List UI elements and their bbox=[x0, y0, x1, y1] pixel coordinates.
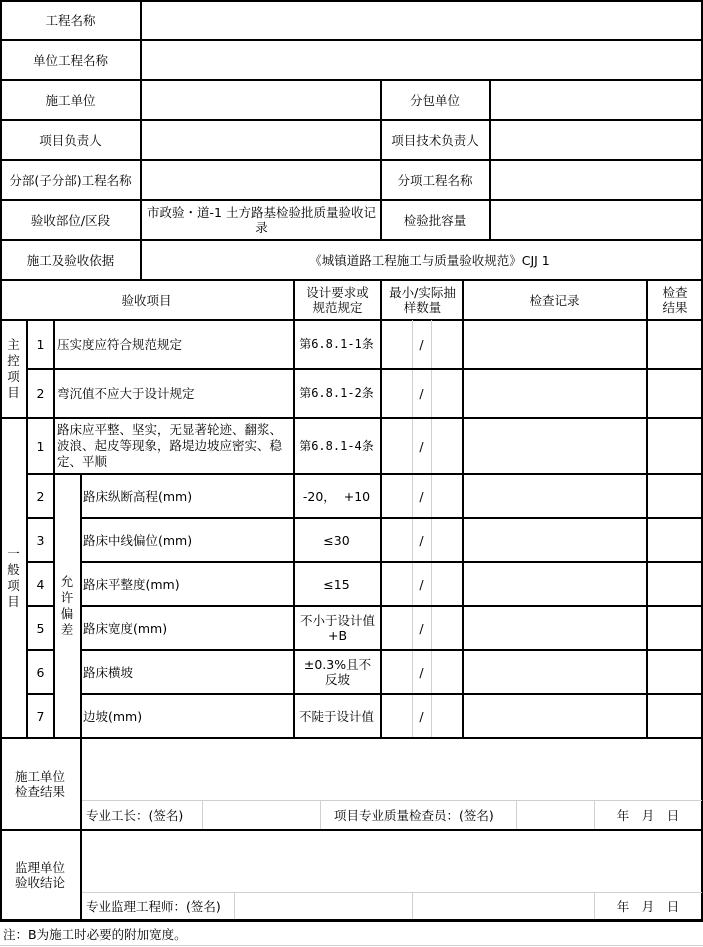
main-row-2-sample[interactable]: / bbox=[419, 386, 424, 401]
contractor-check-content[interactable] bbox=[82, 738, 702, 800]
field-batch-capacity[interactable] bbox=[490, 200, 702, 240]
field-subcontractor[interactable] bbox=[490, 80, 702, 120]
general-row-7-req: 不陡于设计值 bbox=[298, 708, 374, 724]
general-row-2-no: 2 bbox=[36, 488, 45, 504]
label-contractor: 施工单位 bbox=[45, 92, 96, 108]
general-row-2-item: 路床纵断高程(mm) bbox=[83, 488, 193, 504]
main-row-2-item: 弯沉值不应大于设计规定 bbox=[57, 386, 195, 401]
general-row-2-record[interactable] bbox=[463, 474, 646, 518]
general-row-4-item: 路床平整度(mm) bbox=[83, 576, 180, 592]
general-row-3-req: ≤30 bbox=[323, 532, 350, 548]
supervisor-date[interactable]: 年 月 日 bbox=[616, 898, 680, 914]
group-general bbox=[0, 418, 27, 738]
group-main-control bbox=[0, 320, 27, 418]
main-row-1-record[interactable] bbox=[463, 320, 646, 369]
foreman-sign-field[interactable] bbox=[202, 800, 320, 830]
label-unit-project: 单位工程名称 bbox=[32, 52, 108, 68]
label-tech-manager: 项目技术负责人 bbox=[391, 132, 479, 148]
th-item: 验收项目 bbox=[121, 292, 172, 308]
general-row-7-sample[interactable]: / bbox=[419, 708, 424, 724]
inspector-sign-label: 项目专业质量检查员：(签名) bbox=[334, 807, 494, 823]
field-unit-project[interactable] bbox=[141, 40, 702, 80]
group-tolerance bbox=[54, 474, 80, 738]
label-subcontractor: 分包单位 bbox=[409, 92, 460, 108]
general-row-6-item: 路床横坡 bbox=[83, 664, 134, 680]
label-subitem: 分项工程名称 bbox=[397, 172, 473, 188]
label-division: 分部(子分部)工程名称 bbox=[9, 172, 132, 188]
inspector-sign-field[interactable] bbox=[516, 800, 594, 830]
general-row-4-result[interactable] bbox=[646, 562, 702, 606]
field-project-manager[interactable] bbox=[141, 120, 380, 160]
label-basis: 施工及验收依据 bbox=[26, 252, 115, 268]
general-row-1-result[interactable] bbox=[646, 418, 702, 474]
main-row-2-req: 第6.8.1-2条 bbox=[299, 386, 374, 400]
general-row-5-req: 不小于设计值+B bbox=[299, 613, 375, 643]
contractor-date[interactable]: 年 月 日 bbox=[616, 807, 680, 823]
field-contractor[interactable] bbox=[141, 80, 380, 120]
general-row-5-item: 路床宽度(mm) bbox=[83, 620, 168, 636]
general-row-3-result[interactable] bbox=[646, 518, 702, 562]
engineer-sign-label: 专业监理工程师：(签名) bbox=[86, 898, 221, 914]
general-row-3-item: 路床中线偏位(mm) bbox=[83, 532, 193, 548]
main-row-1-result[interactable] bbox=[646, 320, 702, 369]
general-row-5-sample[interactable]: / bbox=[419, 620, 424, 636]
foreman-sign-label: 专业工长：(签名) bbox=[86, 807, 184, 823]
general-row-6-no: 6 bbox=[36, 664, 45, 680]
group-general-label: 一般项目 bbox=[7, 546, 20, 609]
label-batch-capacity: 检验批容量 bbox=[403, 212, 467, 228]
general-row-4-no: 4 bbox=[36, 576, 45, 592]
general-row-2-sample[interactable]: / bbox=[419, 488, 424, 504]
general-row-6-record[interactable] bbox=[463, 650, 646, 694]
general-row-1-req: 第6.8.1-4条 bbox=[299, 438, 374, 453]
general-row-4-sample[interactable]: / bbox=[419, 576, 424, 592]
main-row-1-sample[interactable]: / bbox=[419, 337, 424, 352]
general-row-7-result[interactable] bbox=[646, 694, 702, 738]
general-row-7-item: 边坡(mm) bbox=[83, 708, 143, 724]
main-row-1-item: 压实度应符合规范规定 bbox=[57, 337, 183, 352]
th-sample: 最小/实际抽样数量 bbox=[389, 285, 456, 315]
supervisor-check-label: 监理单位验收结论 bbox=[14, 860, 65, 890]
main-row-1-no: 1 bbox=[36, 337, 45, 352]
field-project-name[interactable] bbox=[141, 0, 702, 40]
field-division[interactable] bbox=[141, 160, 380, 200]
contractor-check-label: 施工单位检查结果 bbox=[14, 769, 65, 799]
main-row-2-result[interactable] bbox=[646, 369, 702, 418]
label-project-manager: 项目负责人 bbox=[39, 132, 102, 148]
general-row-1-item: 路床应平整、坚实，无显著轮迹、翻浆、波浪、起皮等现象，路堤边坡应密实、稳定、平顺 bbox=[57, 422, 283, 469]
th-record: 检查记录 bbox=[529, 292, 580, 308]
general-row-5-no: 5 bbox=[36, 620, 45, 636]
general-row-7-record[interactable] bbox=[463, 694, 646, 738]
general-row-1-sample[interactable]: / bbox=[419, 438, 424, 454]
general-row-6-sample[interactable]: / bbox=[419, 664, 424, 680]
label-project-name: 工程名称 bbox=[45, 12, 96, 28]
general-row-5-record[interactable] bbox=[463, 606, 646, 650]
general-row-5-result[interactable] bbox=[646, 606, 702, 650]
general-row-2-req: -20， +10 bbox=[302, 488, 371, 504]
footnote: 注：B为施工时必要的附加宽度。 bbox=[3, 926, 187, 942]
general-row-1-record[interactable] bbox=[463, 418, 646, 474]
field-subitem[interactable] bbox=[490, 160, 702, 200]
engineer-sign-field[interactable] bbox=[234, 892, 594, 920]
main-row-2-record[interactable] bbox=[463, 369, 646, 418]
general-row-7-no: 7 bbox=[36, 708, 45, 724]
field-basis: 《城镇道路工程施工与质量验收规范》CJJ 1 bbox=[309, 252, 550, 268]
main-row-1-req: 第6.8.1-1条 bbox=[299, 337, 374, 351]
general-row-3-no: 3 bbox=[36, 532, 45, 548]
general-row-2-result[interactable] bbox=[646, 474, 702, 518]
group-main-control-label: 主控项目 bbox=[7, 337, 20, 400]
general-row-4-req: ≤15 bbox=[323, 576, 350, 592]
label-location: 验收部位/区段 bbox=[30, 212, 111, 228]
general-row-1-no: 1 bbox=[36, 438, 45, 454]
general-row-3-sample[interactable]: / bbox=[419, 532, 424, 548]
general-row-4-record[interactable] bbox=[463, 562, 646, 606]
field-tech-manager[interactable] bbox=[490, 120, 702, 160]
th-design-req: 设计要求或规范规定 bbox=[306, 285, 369, 315]
field-location[interactable]: 市政验・道-1 土方路基检验批质量验收记录 bbox=[147, 205, 376, 235]
th-result: 检查结果 bbox=[662, 285, 688, 315]
group-tolerance-label: 允许偏差 bbox=[60, 574, 74, 637]
main-row-2-no: 2 bbox=[36, 386, 45, 401]
supervisor-check-content[interactable] bbox=[82, 830, 702, 892]
general-row-3-record[interactable] bbox=[463, 518, 646, 562]
general-row-6-req: ±0.3%且不反坡 bbox=[303, 657, 372, 687]
general-row-6-result[interactable] bbox=[646, 650, 702, 694]
